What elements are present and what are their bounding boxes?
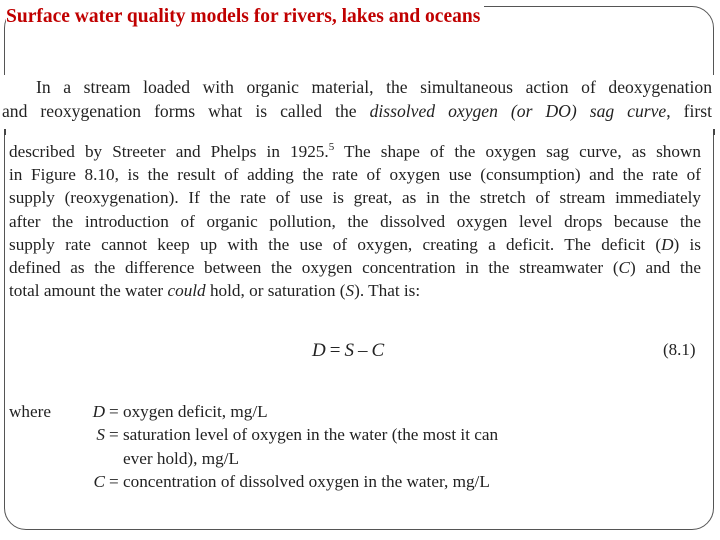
equation-number: (8.1) [663, 340, 696, 359]
definition-text: = saturation level of oxygen in the water (the most it can [109, 425, 499, 445]
symbol-d: D [661, 234, 674, 254]
definition-symbol: S [96, 425, 105, 445]
body-line-7-tail: ). That is: [354, 281, 421, 301]
symbol-c: C [618, 258, 631, 278]
definition-symbol: D [92, 402, 105, 421]
definition-row [9, 423, 609, 446]
definition-row [9, 447, 609, 470]
could-emphasis: could [167, 281, 206, 301]
definition-continuation [109, 447, 239, 470]
body-line-7 [9, 279, 701, 302]
body-line-7-text: total amount the water [9, 281, 168, 301]
body-line-1-tail: The shape of the oxygen sag curve, as shown [334, 142, 701, 161]
frame-tick-right [713, 128, 715, 135]
body-line-6 [9, 256, 701, 279]
footnote-ref: 5 [328, 141, 335, 153]
body-line-5-tail: ) is [673, 234, 701, 254]
body-line-6-text: defined as the difference between the oxygen concentration in the streamwater ( [9, 258, 619, 278]
where-label: where [9, 402, 51, 421]
body-line-2: in Figure 8.10, is the result of adding the rate of oxygen use (consumption) and the rate of [9, 165, 701, 185]
intro-line-2-text: and reoxygenation forms what is called the [2, 101, 370, 121]
eq-term-s: S [344, 340, 354, 361]
body-line-1-text: described by Streeter and Phelps in 1925. [9, 142, 329, 161]
body-line-5-text: supply rate cannot keep up with the use of oxygen, creating a deficit. The deficit ( [9, 234, 662, 254]
do-sag-curve-term: dissolved oxygen (or DO) sag curve [369, 101, 667, 121]
definitions-list [9, 400, 609, 493]
intro-line-1: In a stream loaded with organic material, the simultaneous action of deoxygenation [36, 77, 712, 97]
intro-line-2-end: , first [666, 101, 713, 121]
symbol-s: S [345, 281, 355, 301]
eq-minus: – [357, 340, 368, 361]
eq-lhs: D [312, 340, 326, 361]
equation-expression [312, 340, 384, 362]
body-line-6-tail: ) and the [630, 258, 701, 278]
equation-8-1 [0, 340, 720, 366]
definition-text: = oxygen deficit, mg/L [109, 402, 268, 421]
body-line-5 [9, 233, 701, 256]
body-paragraph [9, 140, 701, 302]
frame-tick-left [4, 128, 6, 135]
eq-equals: = [329, 340, 341, 361]
definition-text: ever hold), mg/L [123, 448, 239, 468]
definition-symbol: C [93, 471, 105, 491]
definition-row [9, 470, 609, 493]
definition-row [9, 400, 609, 423]
body-line-3: supply (reoxygenation). If the rate of use is great, as in the stretch of stream immediately [9, 188, 701, 208]
definition-text: = concentration of dissolved oxygen in the water, mg/L [109, 471, 490, 491]
slide-title: Surface water quality models for rivers, lakes and oceans [6, 6, 484, 28]
body-line-1 [9, 140, 701, 163]
intro-band [0, 75, 720, 129]
body-line-4: after the introduction of organic pollution, the dissolved oxygen level drops because the [9, 211, 701, 231]
body-line-7-mid: hold, or saturation ( [205, 281, 346, 301]
intro-line-2 [2, 99, 712, 123]
eq-term-c: C [371, 340, 385, 361]
